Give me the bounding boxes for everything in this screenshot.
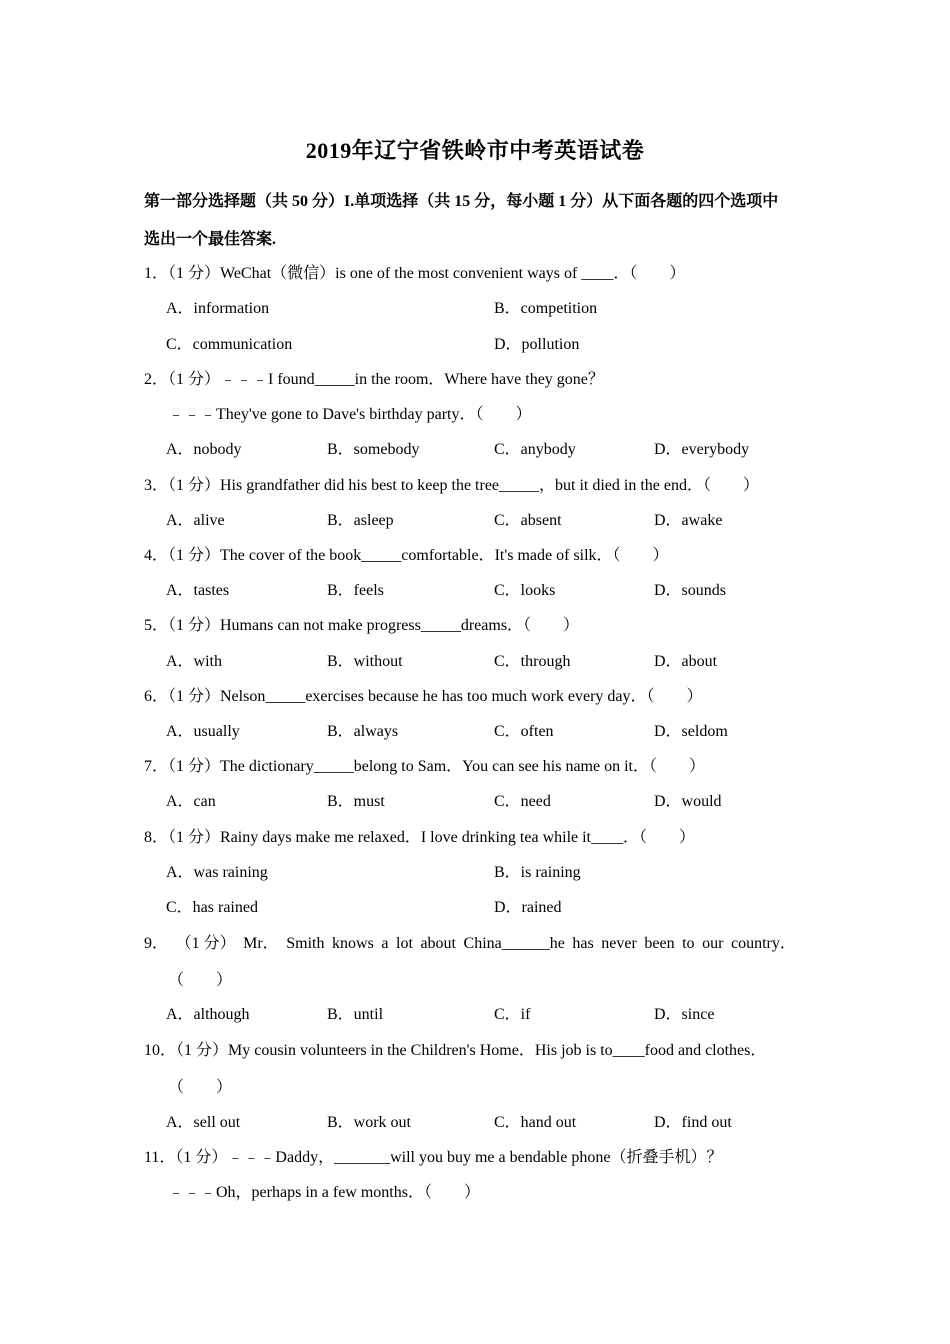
question-8-option-d[interactable]: D．rained bbox=[494, 899, 562, 916]
q9-word: Smith bbox=[286, 935, 325, 952]
question-10-stem-line2: （ ） bbox=[168, 1079, 233, 1096]
q9-word: about bbox=[420, 935, 456, 952]
q9-word: （1 分） bbox=[175, 935, 236, 952]
q9-word: lot bbox=[396, 935, 413, 952]
question-4-stem: 4．（1 分）The cover of the book_____comfortable．It's made of silk．（ ） bbox=[144, 547, 669, 564]
question-7-option-a[interactable]: A．can bbox=[166, 793, 216, 810]
question-7-option-c[interactable]: C．need bbox=[494, 793, 551, 810]
question-9-stem bbox=[144, 934, 796, 954]
question-7-option-d[interactable]: D．would bbox=[654, 793, 722, 810]
question-4-option-a[interactable]: A．tastes bbox=[166, 582, 230, 599]
question-2-option-c[interactable]: C．anybody bbox=[494, 441, 576, 458]
question-10-option-d[interactable]: D．find out bbox=[654, 1114, 732, 1131]
question-3-option-b[interactable]: B．asleep bbox=[327, 512, 394, 529]
question-11-stem: 11．（1 分）﹣﹣﹣Daddy，_______will you buy me a bendable phone（折叠手机）？ bbox=[144, 1149, 723, 1166]
question-4-option-b[interactable]: B．feels bbox=[327, 582, 384, 599]
q9-word: to bbox=[682, 935, 695, 952]
question-4-option-c[interactable]: C．looks bbox=[494, 582, 556, 599]
question-11-stem-line2: ﹣﹣﹣Oh，perhaps in a few months．（ ） bbox=[168, 1184, 480, 1201]
page-title: 2019年辽宁省铁岭市中考英语试卷 bbox=[305, 138, 645, 163]
question-8-option-b[interactable]: B．is raining bbox=[494, 864, 581, 881]
question-3-stem: 3．（1 分）His grandfather did his best to keep the tree_____，but it died in the end．（ ） bbox=[144, 477, 760, 494]
question-5-option-b[interactable]: B．without bbox=[327, 653, 403, 670]
question-2-option-d[interactable]: D．everybody bbox=[654, 441, 750, 458]
question-7-option-b[interactable]: B．must bbox=[327, 793, 385, 810]
question-2-option-b[interactable]: B．somebody bbox=[327, 441, 420, 458]
question-9-option-b[interactable]: B．until bbox=[327, 1006, 384, 1023]
q9-word: China______he bbox=[463, 935, 565, 952]
question-9-option-a[interactable]: A．although bbox=[166, 1006, 250, 1023]
question-9-option-d[interactable]: D．since bbox=[654, 1006, 715, 1023]
q9-word: has bbox=[572, 935, 594, 952]
question-3-option-a[interactable]: A．alive bbox=[166, 512, 225, 529]
question-10-stem: 10．（1 分）My cousin volunteers in the Children's Home．His job is to____food and clothes． bbox=[144, 1042, 767, 1059]
section-instructions-line1: 第一部分选择题（共 50 分）I.单项选择（共 15 分，每小题 1 分）从下面各题的四个选项中 bbox=[144, 193, 779, 210]
question-5-option-d[interactable]: D．about bbox=[654, 653, 718, 670]
question-6-option-a[interactable]: A．usually bbox=[166, 723, 240, 740]
question-9-option-c[interactable]: C．if bbox=[494, 1006, 531, 1023]
q9-word: a bbox=[381, 935, 389, 952]
question-5-option-c[interactable]: C．through bbox=[494, 653, 571, 670]
question-8-option-a[interactable]: A．was raining bbox=[166, 864, 268, 881]
question-6-option-c[interactable]: C．often bbox=[494, 723, 554, 740]
question-10-option-a[interactable]: A．sell out bbox=[166, 1114, 241, 1131]
q9-word: never bbox=[601, 935, 637, 952]
question-6-option-d[interactable]: D．seldom bbox=[654, 723, 728, 740]
question-3-option-d[interactable]: D．awake bbox=[654, 512, 723, 529]
question-9-stem-line2: （ ） bbox=[168, 972, 233, 989]
question-2-stem: 2．（1 分）﹣﹣﹣I found_____in the room．Where have they gone？ bbox=[144, 371, 604, 388]
question-10-option-c[interactable]: C．hand out bbox=[494, 1114, 577, 1131]
question-2-option-a[interactable]: A．nobody bbox=[166, 441, 242, 458]
q9-word: knows bbox=[332, 935, 374, 952]
question-7-stem: 7．（1 分）The dictionary_____belong to Sam．You can see his name on it．（ ） bbox=[144, 758, 705, 775]
question-3-option-c[interactable]: C．absent bbox=[494, 512, 562, 529]
question-5-stem: 5．（1 分）Humans can not make progress_____dreams．（ ） bbox=[144, 617, 580, 634]
q9-word: country． bbox=[730, 935, 796, 952]
q9-word: 9． bbox=[144, 935, 169, 952]
question-4-option-d[interactable]: D．sounds bbox=[654, 582, 727, 599]
question-6-stem: 6．（1 分）Nelson_____exercises because he has too much work every day．（ ） bbox=[144, 688, 703, 705]
q9-word: our bbox=[702, 935, 724, 952]
q9-word: Mr． bbox=[243, 935, 279, 952]
question-5-option-a[interactable]: A．with bbox=[166, 653, 223, 670]
question-2-stem-line2: ﹣﹣﹣They've gone to Dave's birthday party．（ ） bbox=[168, 406, 532, 423]
question-8-option-c[interactable]: C．has rained bbox=[166, 899, 258, 916]
question-1-option-b[interactable]: B．competition bbox=[494, 300, 598, 317]
section-instructions-line2: 选出一个最佳答案. bbox=[144, 231, 277, 248]
q9-word: been bbox=[644, 935, 675, 952]
question-1-option-a[interactable]: A．information bbox=[166, 300, 270, 317]
question-1-stem: 1．（1 分）WeChat（微信）is one of the most convenient ways of ____．（ ） bbox=[144, 265, 686, 282]
question-1-option-c[interactable]: C．communication bbox=[166, 336, 293, 353]
question-6-option-b[interactable]: B．always bbox=[327, 723, 399, 740]
question-8-stem: 8．（1 分）Rainy days make me relaxed．I love drinking tea while it____．（ ） bbox=[144, 829, 696, 846]
question-10-option-b[interactable]: B．work out bbox=[327, 1114, 412, 1131]
question-1-option-d[interactable]: D．pollution bbox=[494, 336, 580, 353]
